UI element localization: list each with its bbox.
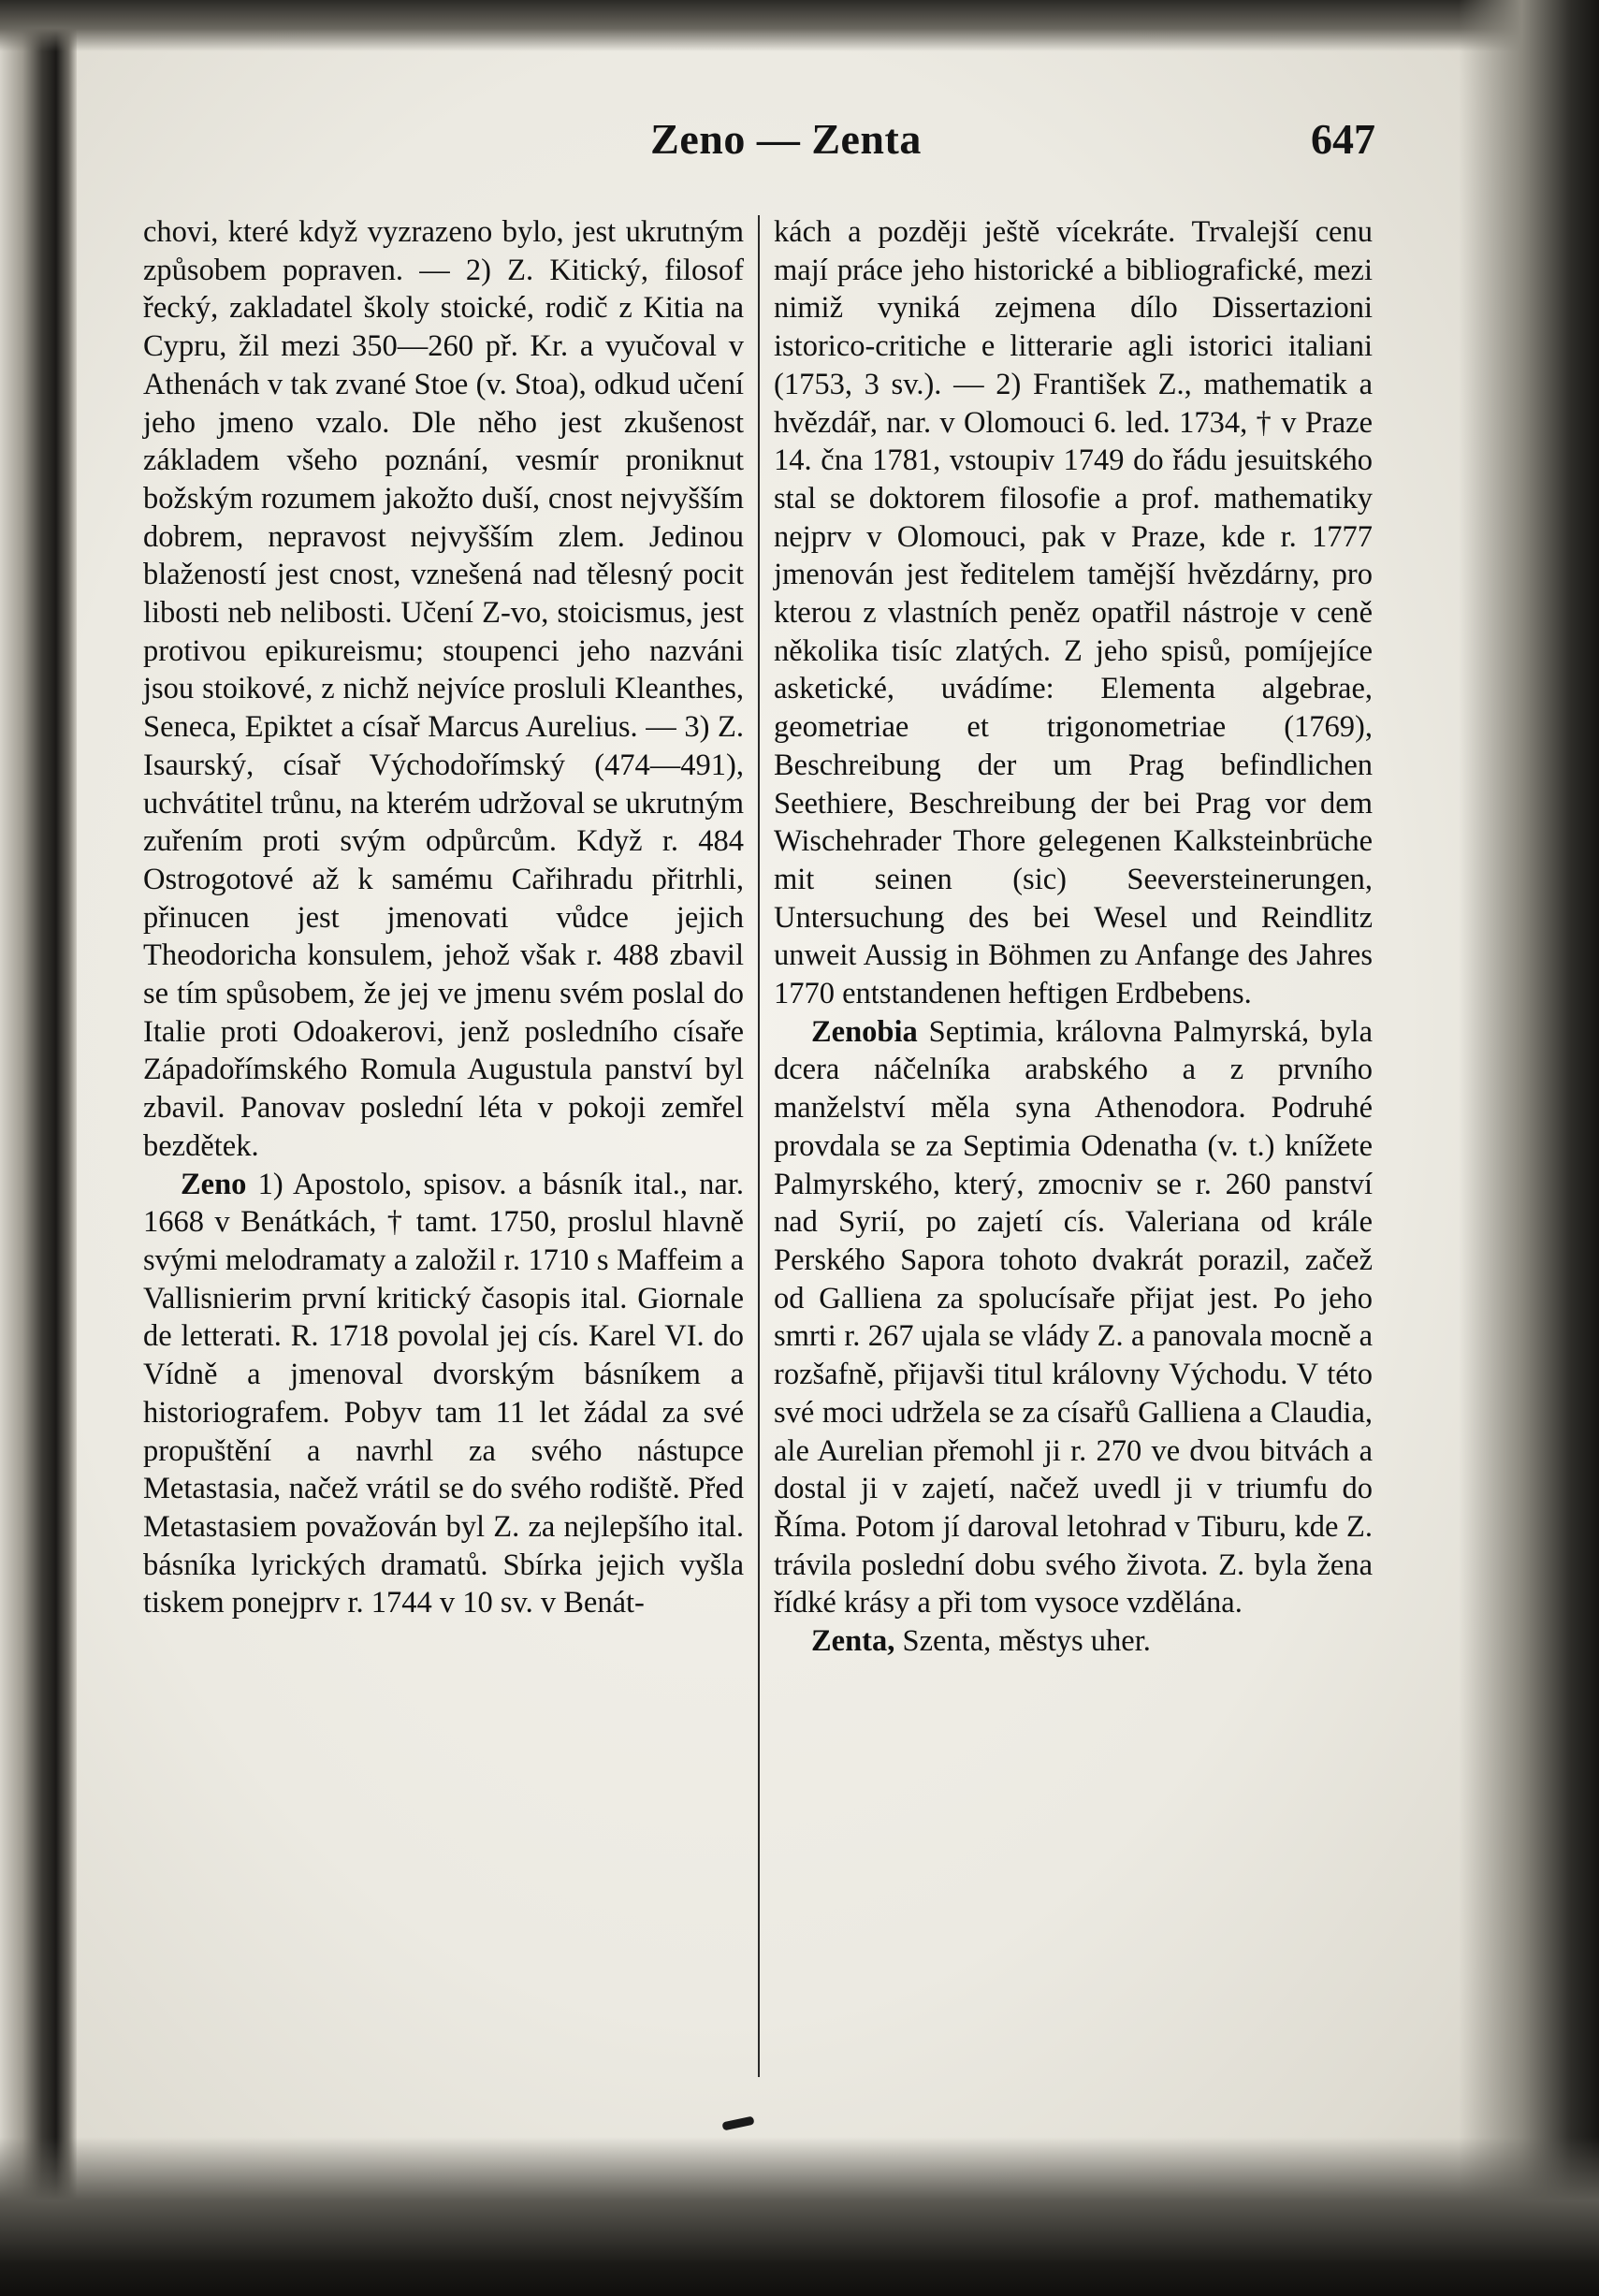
entry-zeno-apostolo-continued: kách a později ještě vícekráte. Trvalejší cenu mají práce jeho historické a bibliografické, mezi nimiž vyniká zejmena dílo Dissertazioni istorico-critiche e litterarie agli istorici italiani (1753, 3 sv.). — 2) František Z., mathematik a hvězdář, nar. v Olomouci 6. led. 1734, † v Praze 14. čna 1781, vstoupiv 1749 do řádu jesuitského stal se doktorem filosofie a prof. mathematiky nejprv v Olomouci, pak v Praze, kde r. 1777 jmenován jest ředitelem tamější hvězdárny, pro kterou z vlastních peněz opatřil nástroje v ceně několika tisíc zlatých. Z jeho spisů, pomíjejíce asketické, uvádíme: Elementa algebrae, geometriae et trigonometriae (1769), Beschreibung der um Prag befindlichen Seethiere, Beschreibung der bei Prag vor dem Wischehrader Thore gelegenen Kalksteinbrüche mit seinen (sic) Seeversteinerungen, Untersuchung des bei Wesel und Reindlitz unweit Aussig in Böhmen zu Anfange des Jahres 1770 entstandenen heftigen Erdbebens. — [774, 215, 1373, 1011]
entry-text: Szenta, městys uher. — [894, 1624, 1151, 1659]
entry-text: 1) Apostolo, spisov. a básník ital., nar. 1668 v Benátkách, † tamt. 1750, proslul hlavně svými melodramaty a založil r. 1710 s Maffeim a Vallisnierim první kritický časopis ital. Giornale de letterati. R. 1718 povolal jej cís. Karel VI. do Vídně a jmenoval dvorským básníkem a historiografem. Pobyv tam 11 let žádal za své propuštění a navrhl za svého nástupce Metastasia, načež vrátil se do svého rodiště. Před Metastasiem považován byl Z. za nejlepšího ital. básníka lyrických dramatů. Sbírka jejich vyšla tiskem ponejprv r. 1744 v 10 sv. v Benát- — [143, 1167, 744, 1620]
column-divider — [758, 215, 760, 2077]
running-header — [140, 114, 1375, 170]
entry-zenta — [774, 1622, 1373, 1661]
scan-border-bottom — [0, 2137, 1599, 2296]
entry-zeno-apostolo — [143, 1166, 744, 1622]
ink-mark — [721, 2116, 754, 2131]
page-number: 647 — [1311, 115, 1375, 163]
left-column — [143, 213, 744, 1622]
scan-border-left-strip — [56, 0, 77, 2296]
scan-border-right — [1459, 0, 1599, 2296]
header-title: Zeno — Zenta — [650, 115, 922, 163]
headword-zenta: Zenta, — [811, 1624, 895, 1659]
headword-zeno: Zeno — [181, 1167, 247, 1201]
headword-zenobia: Zenobia — [811, 1014, 918, 1049]
entry-zeno-continued: chovi, které když vyzrazeno bylo, jest ukrutným způsobem popraven. — 2) Z. Kitický, filosof řecký, zakladatel školy stoické, rodič z Kitia na Cypru, žil mezi 350—260 př. Kr. a vyučoval v Athenách v tak zvané Stoe (v. Stoa), odkud učení jeho jmeno vzalo. Dle něho jest zkušenost základem všeho poznání, vesmír proniknut božským rozumem jakožto duší, cnost nejvyšším dobrem, nepravost nejvyšším zlem. Jedinou blažeností jest cnost, vznešená nad tělesný pocit libosti neb nelibosti. Učení Z-vo, stoicismus, jest protivou epikureismu; stoupenci jeho nazváni jsou stoikové, z nichž nejvíce prosluli Kleanthes, Seneca, Epiktet a císař Marcus Aurelius. — 3) Z. Isaurský, císař Východořímský (474—491), uchvátitel trůnu, na kterém udržoval se ukrutným zuřením proti svým odpůrcům. Když r. 484 Ostrogotové až k samému Cařihradu přitrhli, přinucen jest jmenovati vůdce jejich Theodoricha konsulem, jehož však r. 488 zbavil se tím spůsobem, že jej ve jmenu svém poslal do Italie proti Odoakerovi, jenž posledního císaře Západořímského Romula Augustula panství byl zbavil. Panovav poslední léta v pokoji zemřel bezdětek. — [143, 215, 744, 1163]
scan-border-left — [0, 0, 56, 2296]
scan-border-top — [0, 0, 1599, 51]
entry-text: Septimia, královna Palmyrská, byla dcera náčelníka arabského a z prvního manželství měla syna Athenodora. Podruhé provdala se za Septimia Odenatha (v. t.) knížete Palmyrského, který, zmocniv se r. 260 panství nad Syrií, po zajetí cís. Valeriana od krále Perského Sapora tohoto dvakrát porazil, začež od Galliena za spolucísaře přijat jest. Po jeho smrti r. 267 ujala se vlády Z. a panovala mocně a rozšafně, přijavši titul královny Východu. V této své moci udržela se za císařů Galliena a Claudia, ale Aurelian přemohl ji r. 270 ve dvou bitvách a dostal ji v zajetí, načež uvedl ji v triumfu do Říma. Potom jí daroval letohrad v Tiburu, kde Z. trávila poslední dobu svého života. Z. byla žena řídké krásy a při tom vysoce vzdělána. — [774, 1014, 1373, 1620]
entry-zenobia — [774, 1013, 1373, 1622]
right-column — [774, 213, 1373, 1661]
